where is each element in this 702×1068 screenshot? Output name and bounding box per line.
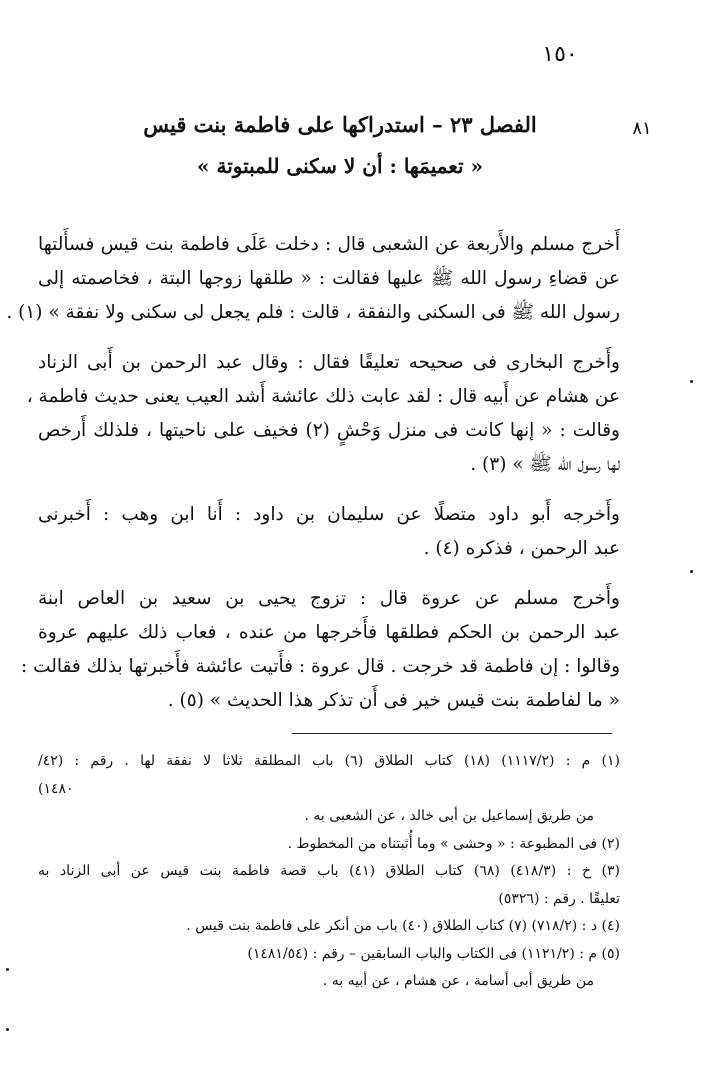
text-line: رسول الله ﷺ فى السكنى والنفقة ، قالت : فلم يجعل لى سكنى ولا نفقة » (١) . (6, 302, 620, 323)
text-line: وقالت : « إنها كانت فى منزل وَحْشٍ (٢) فخيف على ناحيتها ، فلذلك أَرخص (38, 420, 620, 441)
chapter-title: الفصل ٢٣ – استدراكها على فاطمة بنت قيس (143, 112, 537, 137)
text-line: عن هشام عن أَبيه قال : لقد عابت ذلك عائشة أَشد العيب يعنى حديث فاطمة ، (26, 386, 620, 407)
text-line: وأَخرج البخارى فى صحيحه تعليقًا فقال : وقال عبد الرحمن بن أَبى الزناد (38, 352, 620, 373)
paragraph (6, 228, 620, 330)
body-text (6, 228, 620, 718)
footnote-line: (٥) م : (١١٢١/٢) فى الكتاب والباب السابقين – رقم : (١٤٨١/٥٤) (247, 945, 620, 962)
scan-mark (690, 570, 693, 573)
text-line: وقالوا : إن فاطمة قد خرجت . قال عروة : فأَتيت عائشة فأَخبرتها بذلك فقالت : (20, 656, 620, 677)
paragraph (26, 346, 620, 482)
scan-mark (690, 380, 693, 383)
text-line: وأَخرج مسلم عن عروة قال : تزوج يحيى بن سعيد بن العاص ابنة (38, 588, 620, 609)
scan-mark (6, 1028, 9, 1031)
footnote-line: تعليقًا . رقم : (٥٣٢٦) (498, 890, 620, 907)
footnote-divider (292, 733, 612, 734)
footnote-line: (٣) خ : (٤١٨/٣) (٦٨) كتاب الطلاق (٤١) باب قصة فاطمة بنت قيس عن أبى الزناد به (38, 863, 621, 879)
chapter-subtitle: « تعميمَها : أن لا سكنى للمبتوتة » (197, 154, 483, 178)
footnote-line: (١) م : (١١١٧/٢) (١٨) كتاب الطلاق (٦) باب المطلقة ثلاثا لا نفقة لها . رقم : (٤٢/ (38, 753, 621, 769)
footnote-line: من طريق إسماعيل بن أبى خالد ، عن الشعبى به . (304, 808, 594, 824)
paragraph (38, 498, 620, 566)
text-line: أَخرج مسلم والأَربعة عن الشعبى قال : دخلت عَلَى فاطمة بنت قيس فسأَلتها (38, 234, 620, 255)
paragraph (20, 582, 620, 718)
text-line: عن قضاءِ رسول الله ﷺ عليها فقالت : « طلقها زوجها البتة ، فخاصمته إلى (38, 268, 620, 289)
page-number: ١٥٠ (542, 42, 578, 67)
footnotes (38, 748, 620, 996)
footnote-line: (٢) فى المطبوعة : « وحشى » وما أُثبتناه من المخطوط . (287, 835, 620, 852)
footnote-line: (٤) د : (٧١٨/٢) (٧) كتاب الطلاق (٤٠) باب من أنكر على فاطمة بنت قيس . (186, 918, 620, 934)
text-line: لها رسول الله ﷺ » (٣) . (470, 454, 620, 475)
section-number: ٨١ (632, 118, 652, 139)
text-line: عبد الرحمن ، فذكره (٤) . (423, 538, 620, 559)
footnote-line: من طريق أبى أسامة ، عن هشام ، عن أبيه به . (322, 973, 594, 989)
text-line: عبد الرحمن بن الحكم فطلقها فأَخرجها من عنده ، فعاب ذلك عليهم عروة (38, 622, 620, 643)
text-line: « ما لفاطمة بنت قيس خير فى أَن تذكر هذا الحديث » (٥) . (167, 690, 620, 711)
footnote-line: ١٤٨٠) (38, 780, 74, 797)
scan-mark (6, 968, 9, 971)
text-line: وأَخرجه أَبو داود متصلًا عن سليمان بن داود : أَنا ابن وهب : أَخبرنى (38, 504, 620, 525)
